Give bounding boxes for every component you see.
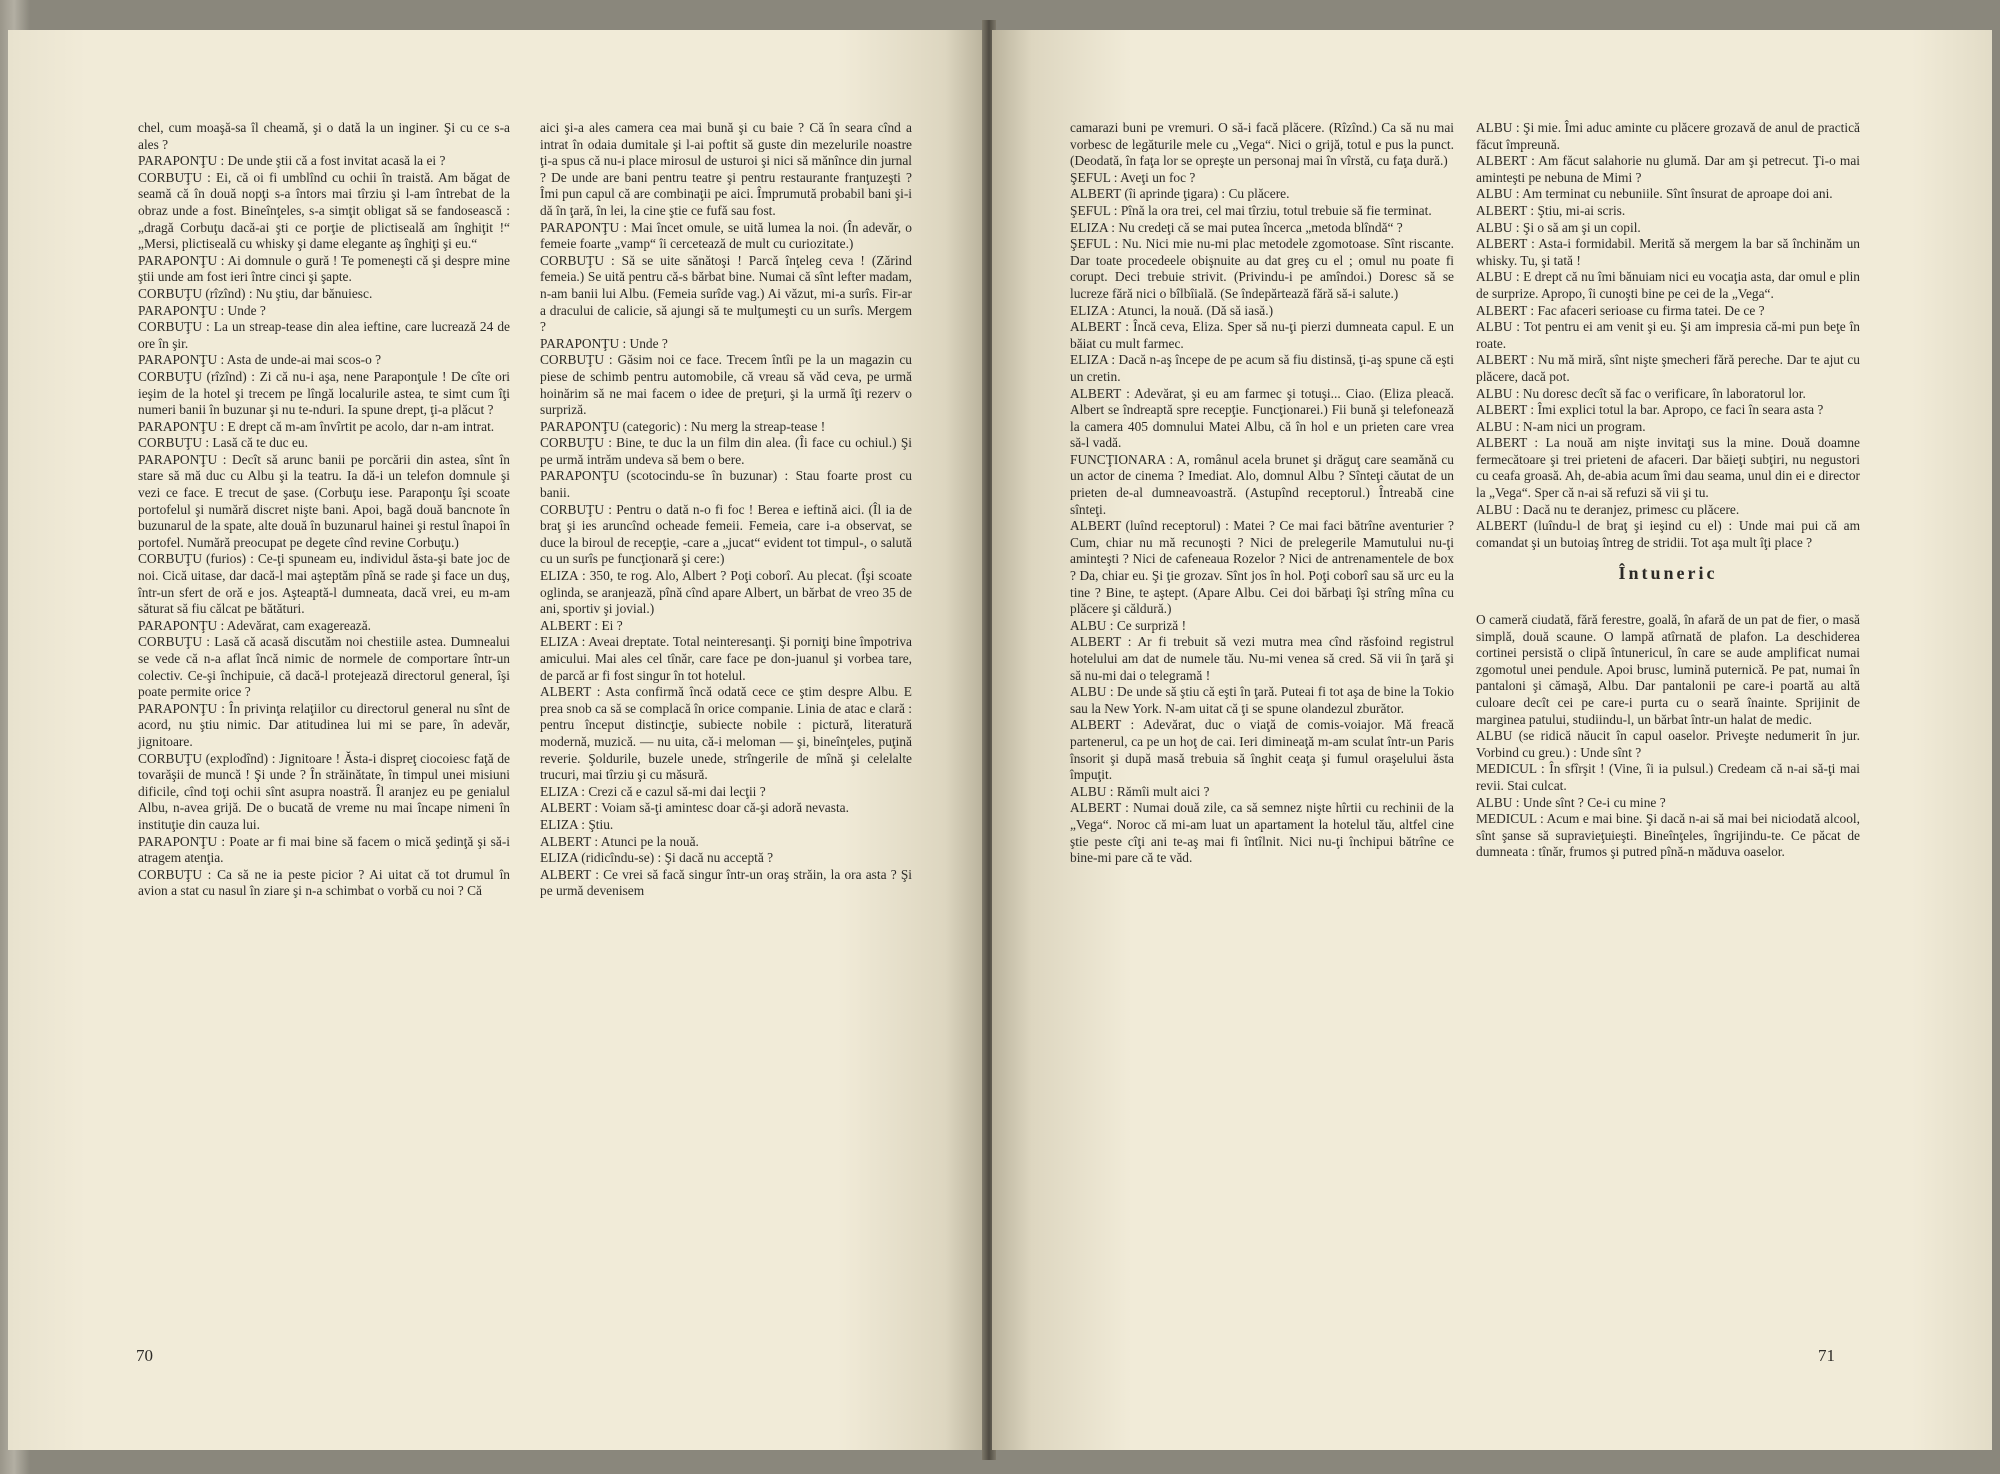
paragraph: ALBU : Nu doresc decît să fac o verificare, în laboratorul lor.	[1476, 385, 1806, 401]
paragraph: ELIZA : Dacă n-aş începe de pe acum să fiu distinsă, ţi-aş spune că eşti un cretin.	[1070, 352, 1454, 384]
paragraph: camarazi buni pe vremuri. O să-i facă plăcere. (Rîzînd.) Ca să nu mai vorbesc de legăturile mele cu „Vega“. Nici o grijă, totul e pus la punct. (Deodată, în faţa lor se opreşte un personaj mai în vîrstă, cu faţa dură.)	[1070, 120, 1454, 169]
paragraph: ALBERT : Ei ?	[540, 617, 623, 633]
paragraph: MEDICUL : În sfîrşit ! (Vine, îi ia pulsul.) Credeam că n-ai să-ţi mai revii. Stai culcat.	[1476, 761, 1860, 793]
paragraph: ALBERT : Adevărat, duc o viaţă de comis-voiajor. Mă freacă partenerul, ca pe un hoţ de cai. Ieri dimineaţă m-am sculat într-un Paris însorit şi după masă trebuia să înghit ceaţa şi fumul oraşelului ăsta împuţit.	[1070, 717, 1454, 783]
paragraph: ALBU : Dacă nu te deranjez, primesc cu plăcere.	[1476, 501, 1740, 517]
paragraph: ELIZA : Aveai dreptate. Total neinteresanţi. Şi porniţi bine împotriva amicului. Mai ales cel tînăr, care face pe don-juanul şi vorbea tare, de parcă ar fi fost singur în tot hotelul.	[540, 634, 912, 683]
paragraph: PARAPONŢU : Decît să arunc banii pe porcării din astea, sînt în stare să mă duc cu Albu şi la teatru. Ia dă-i un telefon domnule şi vezi ce face. E trecut de şase. (Corbuţu iese. Paraponţu îşi scoate portofelul şi numără discret nişte bani. Apoi, bagă două bancnote în buzunarul de la spate, alte două în buzunarul hainei şi restul înapoi în portofel. Numără preocupat pe degete cînd revine Corbuţu.)	[138, 451, 510, 550]
paragraph: ALBERT (luînd receptorul) : Matei ? Ce mai faci bătrîne aventurier ? Cum, chiar nu mă recunoşti ? Nici de prelegerile Mamutului nu-ţi aminteşti ? Nici de cafeneaua Rozelor ? Nici de antrenamentele de box ? Da, chiar eu. Şi ţie grozav. Sînt jos în hol. Poţi coborî sau să urc eu la tine ? Bine, te aştept. (Apare Albu. Cei doi bărbaţi îşi strîng mîna cu plăcere şi căldură.)	[1070, 518, 1454, 617]
paragraph: ALBERT : Îmi explici totul la bar. Apropo, ce faci în seara asta ?	[1476, 402, 1824, 418]
right-page-column-2	[1476, 120, 1860, 861]
right-col2-dialogue	[1476, 120, 1860, 551]
paragraph: CORBUŢU (furios) : Ce-ţi spuneam eu, individul ăsta-şi bate joc de noi. Cică uitase, dar dacă-l mai aşteptăm pînă se rade şi face un duş, într-un sfert de oră e jos. Aşteaptă-l dumneata, dacă vrei, eu m-am săturat să fiu călcat pe bătături.	[138, 551, 510, 617]
paragraph: PARAPONŢU : De unde ştii că a fost invitat acasă la ei ?	[138, 153, 446, 169]
paragraph: CORBUŢU : Bine, te duc la un film din alea. (Îi face cu ochiul.) Şi pe urmă intrăm undeva să bem o bere.	[540, 435, 912, 467]
paragraph: ALBU : De unde să ştiu că eşti în ţară. Puteai fi tot aşa de bine la Tokio sau la New York. N-am uitat că ţi se spune olandezul zburător.	[1070, 684, 1454, 716]
paragraph: MEDICUL : Acum e mai bine. Şi dacă n-ai să mai bei niciodată alcool, sînt şanse să supravieţuieşti. Bineînţeles, îngrijindu-te. Ce păcat de dumneata : tînăr, frumos şi putred pînă-n măduva oaselor.	[1476, 811, 1860, 860]
right-page	[992, 30, 1992, 1450]
paragraph: CORBUŢU (explodînd) : Jignitoare ! Ăsta-i dispreţ ciocoiesc faţă de tovarăşii de muncă ! Şi unde ? În străinătate, în timpul unei misiuni dificile, cînd toţi ochii sînt asupra noastră. Îl aranjez eu pe genialul Albu, n-avea grijă. De o bucată de vreme nu mai încape nimeni în instituţie din cauza lui.	[138, 750, 510, 832]
paragraph: ALBERT (luîndu-l de braţ şi ieşind cu el) : Unde mai pui că am comandat şi un butoiaş întreg de stridii. Tot aşa mult îţi place ?	[1476, 518, 1860, 550]
paragraph: PARAPONŢU : Adevărat, cam exagerează.	[138, 617, 372, 633]
paragraph: PARAPONŢU (scotocindu-se în buzunar) : Stau foarte prost cu banii.	[540, 468, 912, 501]
paragraph: chel, cum moaşă-sa îl cheamă, şi o dată la un inginer. Şi cu ce s-a ales ?	[138, 120, 510, 152]
paragraph: CORBUŢU : Găsim noi ce face. Trecem întîi pe la un magazin cu piese de schimb pentru automobile, că vreau să văd ceva, pe urmă hoinărim să ne mai facem o idee de preţuri, şi la urmă îţi rezerv o surpriză.	[540, 352, 912, 418]
paragraph: ELIZA : Crezi că e cazul să-mi dai lecţii ?	[540, 783, 766, 799]
paragraph: ALBU : Tot pentru ei am venit şi eu. Şi am impresia că-mi pun beţe în roate.	[1476, 319, 1860, 351]
left-page	[8, 30, 984, 1450]
paragraph: PARAPONŢU (categoric) : Nu merg la streap-tease !	[540, 418, 826, 434]
right-page-column-1	[1070, 120, 1454, 867]
paragraph: CORBUŢU : Pentru o dată n-o fi foc ! Berea e ieftină aici. (Îl ia de braţ şi ies aruncînd ocheade femeii. Femeia, care i-a observat, se duce la biroul de recepţie, -care a „jucat“ evident tot timpul-, o salută cu un surîs pe funcţionară şi cere:)	[540, 501, 912, 567]
paragraph: ALBERT : Asta-i formidabil. Merită să mergem la bar să închinăm un whisky. Tu, şi tată !	[1476, 236, 1860, 268]
paragraph: ALBU : N-am nici un program.	[1476, 418, 1646, 434]
scene-heading: Întuneric	[1618, 563, 1718, 584]
paragraph: PARAPONŢU : Poate ar fi mai bine să facem o mică şedinţă şi să-i atragem atenţia.	[138, 833, 510, 866]
paragraph: PARAPONŢU : Unde ?	[540, 335, 668, 351]
paragraph: PARAPONŢU : E drept că m-am învîrtit pe acolo, dar n-am intrat.	[138, 418, 495, 434]
paragraph: PARAPONŢU : Ai domnule o gură ! Te pomeneşti că şi despre mine ştii unde am fost ieri între cinci şi şapte.	[138, 252, 510, 285]
paragraph: ALBERT (îi aprinde ţigara) : Cu plăcere.	[1070, 186, 1290, 202]
paragraph: ALBERT : Adevărat, şi eu am farmec şi totuşi... Ciao. (Eliza pleacă. Albert se îndreaptă spre recepţie. Funcţionarei.) Fii bună şi telefonează la camera 405 domnului Matei Albu, că în hol e un prieten care vrea să-l vadă.	[1070, 385, 1454, 451]
paragraph: ALBERT : Voiam să-ţi amintesc doar că-şi adoră nevasta.	[540, 800, 849, 816]
paragraph: ALBERT : La nouă am nişte invitaţi sus la mine. Două doamne fermecătoare şi trei prieteni de afaceri. Dar băieţi subţiri, nu negustori cu ceafa groasă. Ah, de-abia acum îmi dau seama, unul din ei e director la „Vega“. Sper că n-ai să refuzi să vii şi tu.	[1476, 435, 1860, 501]
paragraph: CORBUŢU : Să se uite sănătoşi ! Parcă înţeleg ceva ! (Zărind femeia.) Se uită pentru că-s bărbat bine. Numai că sînt lefter madam, n-am banii lui Albu. (Femeia surîde vag.) Ai văzut, mi-a surîs. Fir-ar a dracului de calicie, să ajungi să te mulţumeşti cu un surîs. Mergem ?	[540, 252, 912, 335]
paragraph: FUNCŢIONARA : A, românul acela brunet şi drăguţ care seamănă cu un actor de cinema ? Imediat. Alo, domnul Albu ? Sînteţi căutat de un prieten de-al dumneavoastră. (Astupînd receptorul.) Întreabă cine sînteţi.	[1070, 451, 1454, 517]
paragraph: ŞEFUL : Nu. Nici mie nu-mi plac metodele zgomotoase. Sînt riscante. Dar toate procedeele obişnuite au dat greş cu el ; omul nu poate fi corupt. Deci trebuie strivit. (Privindu-i pe amîndoi.) Doresc să se lucreze fără nici o bîlbîială. (Se îndepărtează fără să-i salute.)	[1070, 236, 1454, 301]
paragraph: O cameră ciudată, fără ferestre, goală, în afară de un pat de fier, o masă simplă, două scaune. O lampă atîrnată de plafon. La deschiderea cortinei persistă o clipă întunericul, în care se aude amplificat numai zgomotul unei pendule. Apoi brusc, lumină puternică. Pe pat, numai în pantaloni şi cămaşă, Albu. Dar pantalonii pe care-i poartă au altă culoare decît cei pe care-i purta cu o seară înainte. Sprijinit de marginea patului, studiindu-l, un bărbat într-un halat de medic.	[1476, 612, 1860, 727]
paragraph: ALBERT : Ce vrei să facă singur într-un oraş străin, la ora asta ? Şi pe urmă devenisem	[540, 866, 912, 899]
paragraph: ALBU : E drept că nu îmi bănuiam nici eu vocaţia asta, dar omul e plin de surprize. Apropo, îi cunoşti bine pe cei de la „Vega“.	[1476, 269, 1860, 301]
paragraph: ALBERT : Ar fi trebuit să vezi mutra mea cînd răsfoind registrul hotelului am dat de numele tău. Nu-mi venea să cred. Să vii în ţară şi să nu-mi dai o telegramă !	[1070, 634, 1454, 683]
paragraph: ALBERT : Am făcut salahorie nu glumă. Dar am şi petrecut. Ţi-o mai aminteşti pe nebuna de Mimi ?	[1476, 153, 1860, 185]
paragraph: ELIZA : Atunci, la nouă. (Dă să iasă.)	[1070, 302, 1274, 318]
paragraph: CORBUŢU : La un streap-tease din alea ieftine, care lucrează 24 de ore în şir.	[138, 319, 510, 351]
paragraph: ALBU : Unde sînt ? Ce-i cu mine ?	[1476, 794, 1666, 810]
paragraph: CORBUŢU : Ei, că oi fi umblînd cu ochii în traistă. Am băgat de seamă că în două nopţi s-a întors mai tîrziu şi l-am întrebat de la obraz unde a fost. Bineînţeles, s-a simţit obligat să se fandosească : „dragă Corbuţu dacă-ai şti ce porţie de plictiseală am înghiţit !“ „Mersi, plictiseală cu whisky şi dame elegante aş înghiţi şi eu.“	[138, 169, 510, 252]
paragraph: PARAPONŢU : Unde ?	[138, 302, 266, 318]
paragraph: CORBUŢU : Lasă că te duc eu.	[138, 435, 308, 451]
page-number-left: 70	[136, 1346, 153, 1365]
paragraph: ALBERT : Fac afaceri serioase cu firma tatei. De ce ?	[1476, 302, 1765, 318]
paragraph: ALBU : Rămîi mult aici ?	[1070, 783, 1210, 799]
paragraph: ALBU : Şi mie. Îmi aduc aminte cu plăcere grozavă de anul de practică făcut împreună.	[1476, 120, 1860, 152]
paragraph: ELIZA (ridicîndu-se) : Şi dacă nu acceptă ?	[540, 850, 774, 866]
left-page-column-2	[540, 120, 912, 900]
paragraph: ALBU : Şi o să am şi un copil.	[1476, 219, 1641, 235]
paragraph: ALBU : Am terminat cu nebuniile. Sînt însurat de aproape doi ani.	[1476, 186, 1833, 202]
paragraph: ALBU : Ce surpriză !	[1070, 617, 1187, 633]
paragraph: ŞEFUL : Pînă la ora trei, cel mai tîrziu, totul trebuie să fie terminat.	[1070, 202, 1432, 218]
paragraph: ELIZA : 350, te rog. Alo, Albert ? Poţi coborî. Au plecat. (Îşi scoate oglinda, se aranjează, pînă cînd apare Albert, un bărbat de vreo 35 de ani, sportiv şi jovial.)	[540, 568, 912, 617]
paragraph: ALBERT : Asta confirmă încă odată cece ce ştim despre Albu. E prea snob ca să se complacă în orice companie. Linia de atac e clară : pentru început distincţie, subiecte nobile : pictură, literatură modernă, muzică. — nu uita, că-i meloman — şi, bineînţeles, puţină reverie. Şoldurile, buzele unede, strîngerile de mînă şi celelalte trucuri, mai tîrziu şi cu măsură.	[540, 684, 912, 783]
paragraph: PARAPONŢU : În privinţa relaţiilor cu directorul general nu sînt de acord, nu ştiu nimic. Dar atitudinea lui mi se pare, în adevăr, jignitoare.	[138, 700, 510, 749]
paragraph: CORBUŢU : Lasă că acasă discutăm noi chestiile astea. Dumnealui se vede că n-a aflat încă nimic de normele de comportare într-un colectiv. Ce-şi închipuie, că dacă-l protejează directorul general, îşi poate permite orice ?	[138, 634, 510, 700]
paragraph: ELIZA : Ştiu.	[540, 816, 614, 832]
left-page-column-1	[138, 120, 510, 900]
paragraph: ALBERT : Numai două zile, ca să semnez nişte hîrtii cu rechinii de la „Vega“. Noroc că mi-am luat un apartament la hotelul tău, altfel cine ştie peste cîţi ani te-aş mai fi întîlnit. Nici nu-ţi închipui bătrîne ce bine-mi pare că te văd.	[1070, 800, 1454, 866]
paragraph: ALBU (se ridică năucit în capul oaselor. Priveşte nedumerit în jur. Vorbind cu greu.) : Unde sînt ?	[1476, 728, 1860, 760]
page-number-right: 71	[1818, 1346, 1835, 1365]
paragraph: ALBERT : Nu mă miră, sînt nişte şmecheri fără pereche. Dar te ajut cu plăcere, dacă pot.	[1476, 352, 1860, 384]
paragraph: ALBERT : Ştiu, mi-ai scris.	[1476, 202, 1626, 218]
paragraph: ELIZA : Nu credeţi că se mai putea încerca „metoda blîndă“ ?	[1070, 219, 1403, 235]
paragraph: aici şi-a ales camera cea mai bună şi cu baie ? Că în seara cînd a intrat în odaia dumitale şi l-ai poftit să guste din mezelurile noastre ţi-a spus că nu-i place mirosul de usturoi şi nici să mănînce din jurnal ? De unde are bani pentru teatre şi pentru restaurante franţuzeşti ? Îmi pun capul că are combinaţii pe aici. Împrumută probabil bani şi-i dă în ţară, în lei, la cine ştie ce fufă sau fost.	[540, 120, 912, 218]
paragraph: CORBUŢU (rîzînd) : Nu ştiu, dar bănuiesc.	[138, 285, 373, 301]
paragraph: ALBERT : Atunci pe la nouă.	[540, 833, 699, 849]
right-col2-scene	[1476, 612, 1860, 861]
paragraph: PARAPONŢU : Asta de unde-ai mai scos-o ?	[138, 352, 382, 368]
paragraph: CORBUŢU : Ca să ne ia peste picior ? Ai uitat că tot drumul în avion a stat cu nasul în ziare şi n-a schimbat o vorbă cu noi ? Că	[138, 866, 510, 899]
paragraph: PARAPONŢU : Mai încet omule, se uită lumea la noi. (În adevăr, o femeie foarte „vamp“ îi cercetează de mult cu curiozitate.)	[540, 219, 912, 252]
paragraph: CORBUŢU (rîzînd) : Zi că nu-i aşa, nene Paraponţule ! De cîte ori ieşim de la hotel şi trecem pe lîngă localurile astea, te simt cum îţi numeri banii în buzunar şi nu te-nduri. Ia spune drept, ţi-a plăcut ?	[138, 368, 510, 418]
paragraph: ŞEFUL : Aveţi un foc ?	[1070, 169, 1196, 185]
paragraph: ALBERT : Încă ceva, Eliza. Sper să nu-ţi pierzi dumneata capul. E un băiat cu mult farmec.	[1070, 319, 1454, 351]
